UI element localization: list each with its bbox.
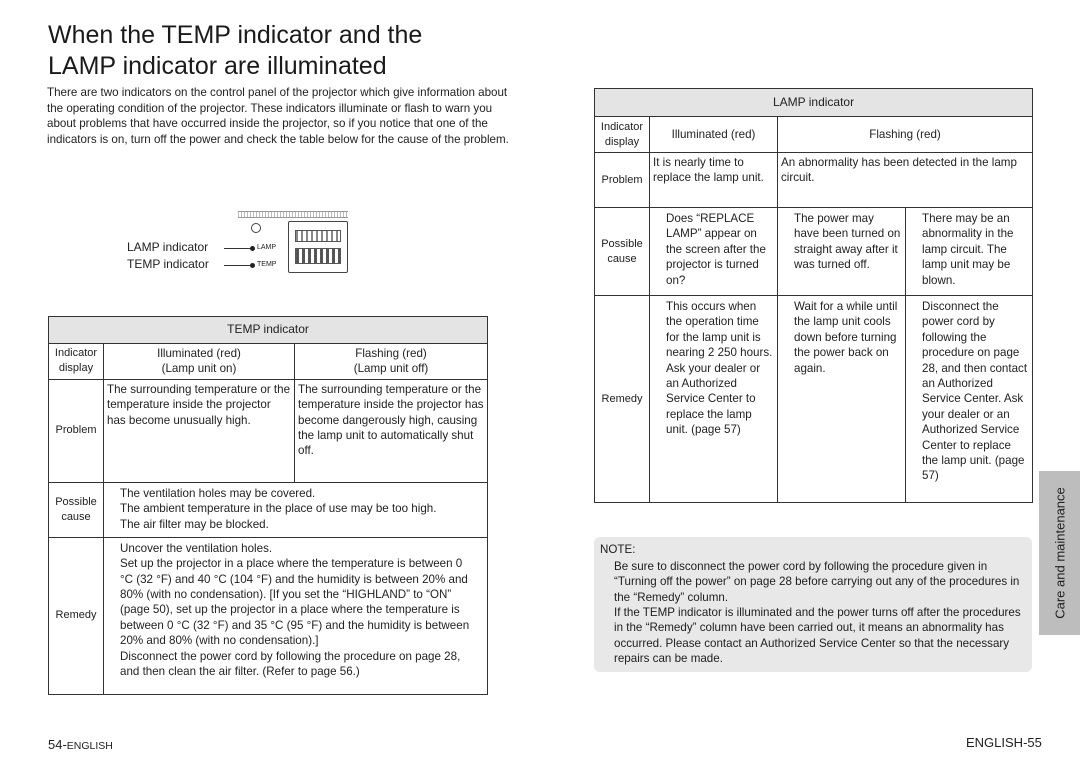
section-side-tab-label: Care and maintenance (1052, 487, 1067, 619)
lamp-remedy-3: Disconnect the power cord by following the procedure on page 28, and then contact an Authorized Service Center. Ask your dealer or an Authorized Service Center to replace the lamp unit. (page 57) (906, 296, 1033, 503)
temp-indicator-leader (224, 265, 250, 266)
temp-problem-illuminated: The surrounding temperature or the temperature inside the projector has become unusually high. (104, 379, 295, 482)
footer-page-left: 54-ENGLISH (48, 737, 113, 752)
temp-cause-cell (104, 482, 488, 537)
lamp-illuminated-header: Illuminated (red) (650, 117, 778, 153)
lamp-cause-label: Possible cause (595, 208, 650, 296)
lamp-cause-2: The power may have been turned on straight away after it was turned off. (778, 208, 906, 296)
lamp-indicator-tag: LAMP (257, 244, 277, 251)
note-box (594, 537, 1032, 672)
lamp-indicator-table (594, 88, 1033, 503)
note-item-1: Be sure to disconnect the power cord by following the procedure given in “Turning off the power” on page 28 before carrying out any of the procedures in the “Remedy” column. (614, 560, 1020, 604)
lamp-problem-label: Problem (595, 153, 650, 208)
temp-remedy-item: Disconnect the power cord by following the procedure on page 28, and then clean the air filter. (Refer to page 56.) (120, 649, 461, 679)
lamp-remedy-2: Wait for a while until the lamp unit cools down before turning the power back on again. (778, 296, 906, 503)
temp-cause-item: The air filter may be blocked. (120, 517, 269, 531)
page-title-line-1: When the TEMP indicator and the (48, 21, 423, 49)
lamp-indicator-leader (224, 248, 250, 249)
temp-indicator-dot-icon (250, 263, 255, 268)
lamp-indicator-label: LAMP indicator (127, 240, 209, 254)
page-title-line-2: LAMP indicator are illuminated (48, 52, 387, 80)
temp-indicator-display-label: Indicator display (49, 344, 104, 380)
note-item-2: If the TEMP indicator is illuminated and the power turns off after the procedures in the “Remedy” column have been carried out, it means an abnormality has occurred. Please contact an Authorized Service Center so that the necessary repairs can be made. (614, 606, 1021, 666)
lamp-table-header: LAMP indicator (595, 89, 1033, 117)
lamp-indicator-dot-icon (250, 246, 255, 251)
temp-indicator-table (48, 316, 488, 695)
lamp-cause-1: Does “REPLACE LAMP” appear on the screen after the projector is turned on? (650, 208, 778, 296)
temp-flashing-header: Flashing (red) (Lamp unit off) (295, 344, 488, 380)
intro-paragraph: There are two indicators on the control panel of the projector which give information about the operating condition of the projector. These indicators illuminate or flash to warn you about problems that have occurred inside the projector, so if you notice that one of the indicators is on, turn off the power and check the table below for the cause of the problem. (47, 86, 509, 146)
temp-cause-item: The ambient temperature in the place of use may be too high. (120, 502, 437, 516)
temp-remedy-cell (104, 537, 488, 694)
page-title (48, 20, 528, 82)
temp-problem-label: Problem (49, 379, 104, 482)
power-knob-icon (251, 223, 261, 233)
lamp-flashing-header: Flashing (red) (778, 117, 1033, 153)
temp-indicator-label: TEMP indicator (127, 257, 209, 271)
section-side-tab (1039, 471, 1080, 635)
temp-cause-label: Possible cause (49, 482, 104, 537)
footer-page-right: ENGLISH-55 (966, 735, 1042, 750)
lamp-problem-illuminated: It is nearly time to replace the lamp unit. (650, 153, 778, 208)
lamp-remedy-label: Remedy (595, 296, 650, 503)
temp-remedy-label: Remedy (49, 537, 104, 694)
lamp-remedy-1: This occurs when the operation time for the lamp unit is nearing 2 250 hours. Ask your dealer or an Authorized Service Center to replace the lamp unit. (page 57) (650, 296, 778, 503)
lamp-problem-flashing: An abnormality has been detected in the lamp circuit. (778, 153, 1033, 208)
temp-table-header: TEMP indicator (49, 317, 488, 344)
temp-remedy-item: Set up the projector in a place where the temperature is between 0 °C (32 °F) and 40 °C (104 °F) and the humidity is between 20% and 80% (with no condensation). [If you set the “HIGHLAND” to “ON” (page 50), set up the projector in a place where the temperature is between 0 °C (32 °F) and 35 °C (95 °F) and the humidity is between 20% and 80% (with no condensation).] (120, 557, 470, 648)
temp-problem-flashing: The surrounding temperature or the temperature inside the projector has become dangerously high, causing the lamp unit to automatically shut off. (295, 379, 488, 482)
temp-indicator-tag: TEMP (257, 261, 277, 268)
note-heading: NOTE: (600, 543, 636, 556)
panel-vent-strip (238, 211, 348, 218)
temp-illuminated-header: Illuminated (red) (Lamp unit on) (104, 344, 295, 380)
temp-remedy-item: Uncover the ventilation holes. (120, 541, 273, 555)
temp-cause-item: The ventilation holes may be covered. (120, 486, 316, 500)
panel-button-block (288, 221, 348, 273)
lamp-cause-3: There may be an abnormality in the lamp circuit. The lamp unit may be blown. (906, 208, 1033, 296)
lamp-indicator-display-label: Indicator display (595, 117, 650, 153)
